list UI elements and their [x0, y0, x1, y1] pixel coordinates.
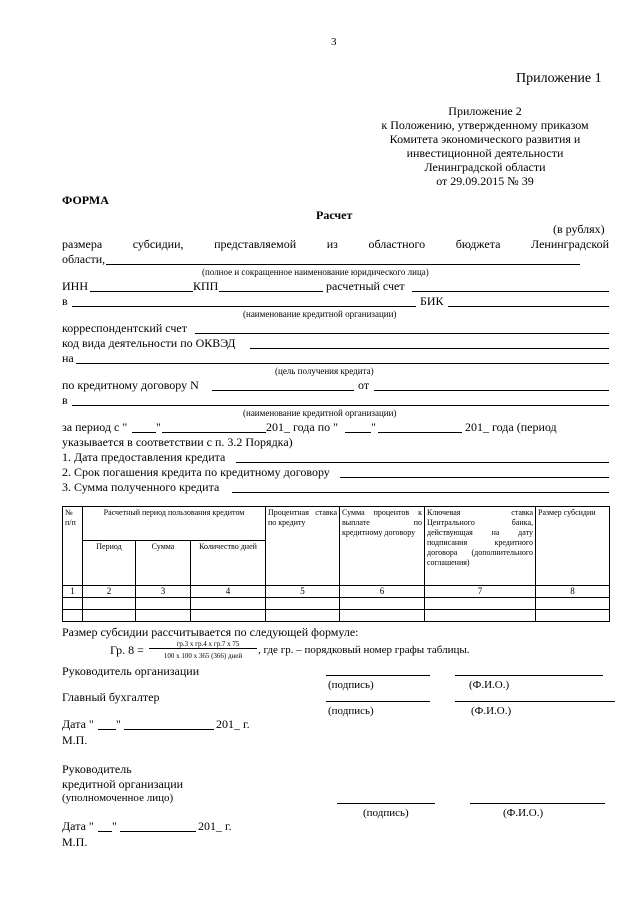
- purpose-label: на: [62, 351, 74, 365]
- account-field[interactable]: [412, 291, 609, 292]
- contract-from-label: от: [358, 378, 370, 392]
- date-2-month-field[interactable]: [120, 831, 196, 832]
- hint-legal-entity: (полное и сокращенное наименование юридического лица): [202, 267, 429, 277]
- calculation-table: [62, 506, 610, 622]
- header-key-rate: Ключевая ставка Центрального банка, действующая на дату подписания кредитного договора (дополнительного соглашения): [425, 507, 536, 586]
- item-3-field[interactable]: [232, 492, 609, 493]
- period-quote: ": [156, 420, 161, 434]
- period-quote-2: ": [371, 420, 376, 434]
- column-number: 8: [536, 586, 610, 598]
- bank-head-label-2: кредитной организации: [62, 777, 184, 791]
- accountant-signature-field[interactable]: [326, 701, 430, 702]
- table-cell[interactable]: [136, 610, 191, 622]
- period-tail: 201_ года (период: [465, 420, 557, 434]
- bank2-in-label: в: [62, 393, 68, 407]
- header-subsidy: Размер субсидии: [536, 507, 610, 586]
- table-cell[interactable]: [536, 598, 610, 610]
- purpose-field[interactable]: [76, 363, 609, 364]
- date-2-day-field[interactable]: [98, 831, 112, 832]
- header-interest: Сумма процентов к выплате по кредитному договору: [340, 507, 425, 586]
- contract-label: по кредитному договору N: [62, 378, 199, 392]
- bank-in-label: в: [62, 294, 68, 308]
- table-cell[interactable]: [83, 598, 136, 610]
- period-start-day-field[interactable]: [132, 432, 156, 433]
- intro-word: бюджета: [455, 237, 501, 251]
- accountant-fio-hint: (Ф.И.О.): [471, 705, 512, 717]
- period-note: указывается в соответствии с п. 3.2 Порядка): [62, 435, 293, 449]
- hint-bank2: (наименование кредитной организации): [243, 408, 397, 418]
- corr-account-label: корреспондентский счет: [62, 321, 187, 335]
- table-cell[interactable]: [266, 610, 340, 622]
- bank-head-fio-field[interactable]: [470, 803, 605, 804]
- table-cell[interactable]: [191, 598, 266, 610]
- date-label: Дата ": [62, 717, 94, 731]
- date-quote: ": [116, 717, 121, 731]
- intro-word: размера: [62, 237, 103, 251]
- intro-word: представляемой: [214, 237, 297, 251]
- appendix-2-line: от 29.09.2015 № 39: [436, 174, 534, 188]
- accountant-sign-hint: (подпись): [328, 705, 374, 717]
- column-number: 6: [340, 586, 425, 598]
- column-number: 3: [136, 586, 191, 598]
- formula-intro: Размер субсидии рассчитывается по следующей формуле:: [62, 625, 359, 639]
- bik-label: БИК: [420, 294, 444, 308]
- date-month-field[interactable]: [124, 729, 214, 730]
- accountant-fio-field[interactable]: [455, 701, 615, 702]
- appendix-2-line: Комитета экономического развития и: [389, 132, 581, 146]
- stamp-place: М.П.: [62, 733, 88, 747]
- kpp-field[interactable]: [219, 291, 323, 292]
- okved-label: код вида деятельности по ОКВЭД: [62, 336, 236, 350]
- formula-tail: , где гр. – порядковый номер графы таблицы.: [258, 644, 470, 656]
- appendix-2-line: Ленинградской области: [424, 160, 546, 174]
- bank-head-sign-hint: (подпись): [363, 807, 409, 819]
- head-signature-field[interactable]: [326, 675, 430, 676]
- column-number: 4: [191, 586, 266, 598]
- intro-word: субсидии,: [132, 237, 184, 251]
- header-period: Период: [83, 541, 136, 586]
- item-3-label: 3. Сумма полученного кредита: [62, 480, 220, 494]
- date-day-field[interactable]: [98, 729, 116, 730]
- bank2-name-field[interactable]: [72, 405, 609, 406]
- intro-word: Ленинградской: [531, 237, 610, 251]
- currency-note: (в рублях): [553, 222, 605, 236]
- date-2-label: Дата ": [62, 819, 94, 833]
- period-start-label: за период с ": [62, 420, 128, 434]
- column-number: 5: [266, 586, 340, 598]
- intro-line: [62, 237, 609, 251]
- formula-denominator: 100 х 100 х 365 (366) дней: [163, 652, 243, 660]
- kpp-label: КПП: [193, 279, 219, 293]
- account-label: расчетный счет: [326, 279, 405, 293]
- column-number: 1: [63, 586, 83, 598]
- table-cell[interactable]: [340, 610, 425, 622]
- table-cell[interactable]: [536, 610, 610, 622]
- table-cell[interactable]: [191, 610, 266, 622]
- head-sign-hint: (подпись): [328, 679, 374, 691]
- period-end-month-field[interactable]: [378, 432, 462, 433]
- head-fio-hint: (Ф.И.О.): [469, 679, 510, 691]
- contract-number-field[interactable]: [212, 390, 354, 391]
- formula-fraction-bar: [149, 648, 257, 649]
- table-cell[interactable]: [340, 598, 425, 610]
- item-1-label: 1. Дата предоставления кредита: [62, 450, 226, 464]
- date-year: 201_ г.: [216, 717, 250, 731]
- corr-account-field[interactable]: [195, 333, 609, 334]
- intro-word: из: [326, 237, 338, 251]
- intro-line-2: области,: [62, 252, 106, 266]
- header-period-group: Расчетный период пользования кредитом: [83, 507, 266, 541]
- table-cell[interactable]: [425, 610, 536, 622]
- hint-bank: (наименование кредитной организации): [243, 309, 397, 319]
- form-label: ФОРМА: [62, 193, 109, 207]
- date-2-quote: ": [112, 819, 117, 833]
- table-cell[interactable]: [63, 610, 83, 622]
- table-cell[interactable]: [83, 610, 136, 622]
- page-number: 3: [331, 36, 337, 48]
- table-cell[interactable]: [63, 598, 83, 610]
- contract-date-field[interactable]: [374, 390, 609, 391]
- accountant-label: Главный бухгалтер: [62, 690, 160, 704]
- appendix-1-label: Приложение 1: [516, 71, 602, 86]
- period-end-day-field[interactable]: [345, 432, 371, 433]
- formula-numerator: гр.3 х гр.4 х гр.7 х 75: [176, 640, 240, 648]
- bank-head-label: Руководитель: [62, 762, 132, 776]
- table-cell[interactable]: [266, 598, 340, 610]
- item-1-field[interactable]: [236, 462, 609, 463]
- document-title: Расчет: [316, 208, 353, 222]
- table-cell[interactable]: [136, 598, 191, 610]
- column-number: 2: [83, 586, 136, 598]
- column-number: 7: [425, 586, 536, 598]
- bik-field[interactable]: [448, 306, 609, 307]
- authorized-person-hint: (уполномоченное лицо): [62, 792, 174, 804]
- header-rate: Процентная ставка по кредиту: [266, 507, 340, 586]
- bank-name-field[interactable]: [72, 306, 416, 307]
- okved-field[interactable]: [250, 348, 609, 349]
- item-2-label: 2. Срок погашения кредита по кредитному договору: [62, 465, 330, 479]
- head-fio-field[interactable]: [455, 675, 603, 676]
- period-start-month-field[interactable]: [162, 432, 266, 433]
- appendix-2-line: к Положению, утвержденному приказом: [381, 118, 589, 132]
- bank-head-fio-hint: (Ф.И.О.): [503, 807, 544, 819]
- inn-field[interactable]: [90, 291, 193, 292]
- hint-purpose: (цель получения кредита): [275, 366, 374, 376]
- appendix-2-block: [360, 104, 610, 188]
- period-end-label: 201_ года по ": [266, 420, 339, 434]
- header-days: Количество дней: [191, 541, 266, 586]
- header-num: № п/п: [63, 507, 83, 586]
- legal-entity-name-field[interactable]: [106, 264, 580, 265]
- head-label: Руководитель организации: [62, 664, 200, 678]
- stamp-place-2: М.П.: [62, 835, 88, 849]
- appendix-2-line: инвестиционной деятельности: [406, 146, 564, 160]
- appendix-2-line: Приложение 2: [448, 104, 522, 118]
- header-sum: Сумма: [136, 541, 191, 586]
- inn-label: ИНН: [62, 279, 88, 293]
- intro-word: областного: [368, 237, 426, 251]
- date-2-year: 201_ г.: [198, 819, 232, 833]
- item-2-field[interactable]: [340, 477, 609, 478]
- table-cell[interactable]: [425, 598, 536, 610]
- formula-lhs: Гр. 8 =: [110, 643, 144, 657]
- bank-head-signature-field[interactable]: [337, 803, 435, 804]
